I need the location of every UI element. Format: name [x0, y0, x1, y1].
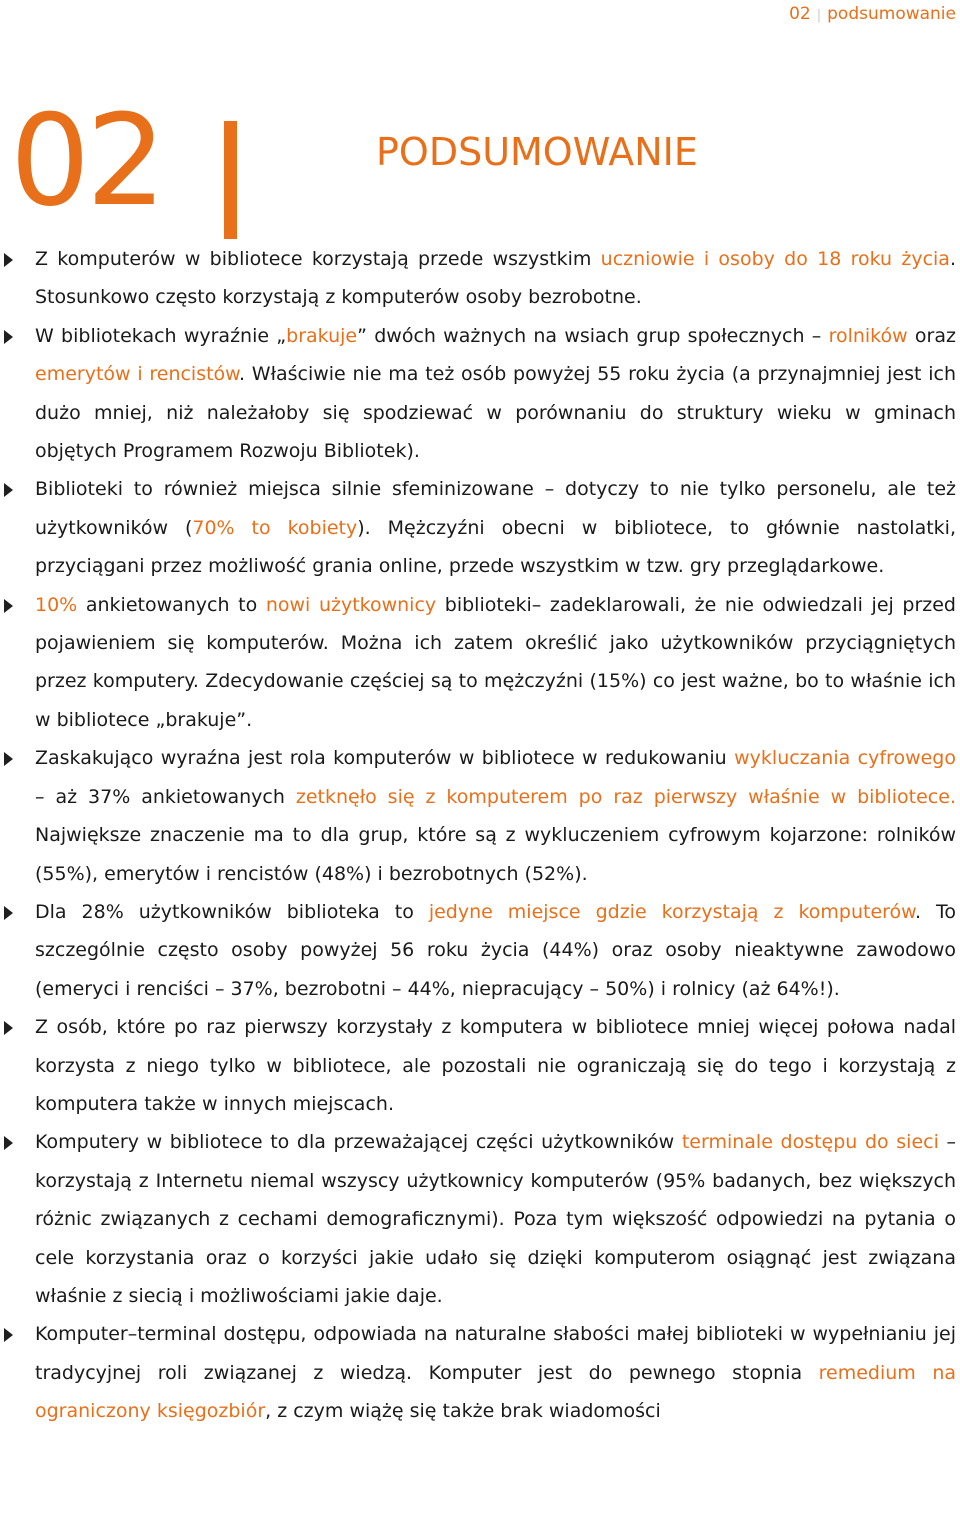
highlighted-phrase: emerytów i rencistów	[35, 363, 239, 386]
bullet-arrow-icon	[4, 752, 13, 766]
bullet-text: . To szczególnie często osoby powyżej 56 roku życia (44%) oraz osoby nieaktywne zawodowo (emeryci i renciści – 37%, bezrobotni – 44%, niepracujący – 50%) i rolnicy (aż 64%!).	[35, 900, 956, 1000]
bullet-arrow-icon	[4, 483, 13, 497]
running-header	[789, 4, 956, 24]
summary-bullet	[0, 1315, 960, 1430]
highlighted-phrase: 10%	[35, 593, 78, 616]
highlighted-phrase: nowi użytkownicy	[265, 593, 437, 616]
bullet-text: Największe znaczenie ma to dla grup, które są z wykluczeniem cyfrowym kojarzone: rolników (55%), emerytów i rencistów (48%) i bezrobotnych (52%).	[35, 824, 956, 885]
bullet-arrow-icon	[4, 906, 13, 920]
bullet-text: Z komputerów w bibliotece korzystają przede wszystkim	[35, 248, 601, 270]
chapter-number: 02	[10, 87, 163, 234]
bullet-arrow-icon	[4, 599, 13, 613]
bullet-arrow-icon	[4, 1021, 13, 1035]
chapter-title: PODSUMOWANIE	[376, 130, 698, 174]
summary-bullet-list	[0, 240, 960, 1431]
bullet-text: . Stosunkowo często korzystają z komputerów osoby bezrobotne.	[35, 248, 956, 309]
running-header-separator: |	[816, 8, 822, 23]
bullet-text: ” dwóch ważnych na wsiach grup społecznych –	[357, 324, 829, 347]
bullet-text: , z czym wiążę się także brak wiadomości	[265, 1400, 661, 1423]
bullet-arrow-icon	[4, 1136, 13, 1150]
bullet-arrow-icon	[4, 1328, 13, 1342]
highlighted-phrase: zetknęło się z komputerem po raz pierwszy właśnie w bibliotece.	[295, 785, 956, 808]
running-header-number: 02	[789, 4, 811, 24]
highlighted-phrase: wykluczania cyfrowego	[734, 747, 956, 770]
summary-bullet	[0, 893, 960, 1008]
summary-bullet	[0, 1008, 960, 1123]
highlighted-phrase: brakuje	[286, 324, 358, 347]
chapter-divider-bar	[224, 121, 237, 239]
summary-bullet	[0, 586, 960, 740]
bullet-text: . Właściwie nie ma też osób powyżej 55 roku życia (a przynajmniej jest ich dużo mniej, niż należałoby się spodziewać w porównaniu do struktury wieku w gminach objętych Programem Rozwoju Bibliotek).	[35, 363, 956, 463]
summary-bullet	[0, 470, 960, 585]
highlighted-phrase: 70% to kobiety	[192, 516, 358, 539]
bullet-text: Biblioteki to również miejsca silnie sfeminizowane – dotyczy to nie tylko personelu, ale też użytkowników (	[35, 478, 956, 539]
bullet-text: Dla 28% użytkowników biblioteka to	[35, 900, 429, 923]
bullet-text: Komputer–terminal dostępu, odpowiada na naturalne słabości małej biblioteki w wypełnianiu jej tradycyjnej roli związanej z wiedzą. Komputer jest do pewnego stopnia	[35, 1323, 956, 1384]
summary-bullet	[0, 240, 960, 317]
bullet-arrow-icon	[4, 330, 13, 344]
bullet-text: oraz	[907, 324, 956, 347]
bullet-text: Zaskakująco wyraźna jest rola komputerów w bibliotece w redukowaniu	[35, 747, 735, 770]
bullet-text: Z osób, które po raz pierwszy korzystały z komputera w bibliotece mniej więcej połowa nadal korzysta z niego tylko w bibliotece, ale pozostali nie ograniczają się do tego i korzystają z komputera także w innych miejscach.	[35, 1016, 956, 1115]
summary-bullet	[0, 1123, 960, 1315]
running-header-title: podsumowanie	[827, 4, 956, 24]
bullet-text: Komputery w bibliotece to dla przeważającej części użytkowników	[35, 1131, 682, 1154]
bullet-arrow-icon	[4, 253, 13, 267]
bullet-text: ). Mężczyźni obecni w bibliotece, to głównie nastolatki, przyciągani przez możliwość grania online, przede wszystkim w tzw. gry przeglądarkowe.	[35, 516, 956, 578]
highlighted-phrase: rolników	[828, 324, 908, 347]
highlighted-phrase: terminale dostępu do sieci	[681, 1131, 939, 1154]
bullet-text: biblioteki– zadeklarowali, że nie odwiedzali jej przed pojawieniem się komputerów. Można ich zatem określić jako użytkowników przyciągniętych przez komputery. Zdecydowanie częściej są to mężczyźni (15%) co jest ważne, bo to właśnie ich w bibliotece „brakuje”.	[35, 593, 956, 731]
summary-bullet	[0, 739, 960, 893]
summary-bullet	[0, 317, 960, 471]
bullet-text: ankietowanych to	[77, 593, 266, 616]
highlighted-phrase: remedium na ograniczony księgozbiór	[35, 1361, 956, 1423]
highlighted-phrase: uczniowie i osoby do 18 roku życia	[600, 248, 950, 270]
bullet-text: – korzystają z Internetu niemal wszyscy użytkownicy komputerów (95% badanych, bez większych różnic związanych z cechami demograficznymi). Poza tym większość odpowiedzi na pytania o cele korzystania oraz o korzyści jakie udało się dzięki komputerom osiągnąć jest związana właśnie z siecią i możliwościami jakie daje.	[35, 1131, 957, 1307]
bullet-text: W bibliotekach wyraźnie „	[35, 324, 287, 347]
highlighted-phrase: jedyne miejsce gdzie korzystają z komputerów	[428, 900, 915, 923]
bullet-text: – aż 37% ankietowanych	[35, 785, 296, 808]
